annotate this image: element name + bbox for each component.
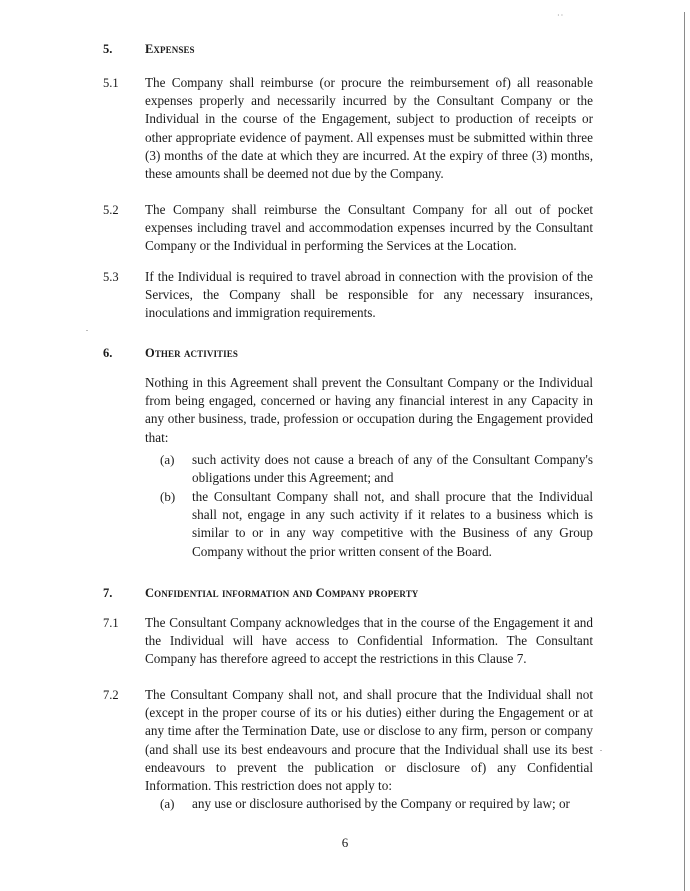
item-text: any use or disclosure authorised by the Company or required by law; or [192, 796, 570, 811]
clause-5-1 [103, 74, 593, 183]
clause-text: If the Individual is required to travel abroad in connection with the provision of the Services, the Company shall be responsible for any necessary insurances, inoculations and immigration requirements. [145, 269, 593, 321]
clause-5-3 [103, 268, 593, 323]
section-6-item-a [160, 451, 593, 487]
scan-speck [600, 750, 602, 751]
item-label: (a) [160, 452, 175, 467]
clause-7-2 [103, 686, 593, 795]
page-number: 6 [341, 835, 349, 850]
section-number: 5. [103, 42, 113, 56]
clause-number: 5.2 [103, 203, 119, 217]
clause-number: 7.2 [103, 688, 119, 702]
scan-dots: ·· [557, 11, 565, 20]
clause-text: The Company shall reimburse (or procure the reimbursement of) all reasonable expenses properly and necessarily incurred by the Consultant Company or the Individual in the course of the Engagement, subject to production of receipts or other appropriate evidence of payment. All expenses must be submitted within three (3) months of the date at which they are incurred. At the expiry of three (3) months, these amounts shall be deemed not due by the Company. [145, 75, 593, 182]
scan-edge-line [684, 12, 685, 891]
clause-number: 5.3 [103, 270, 119, 284]
section-number: 7. [103, 586, 113, 600]
section-title: Other activities [145, 346, 238, 360]
clause-number: 5.1 [103, 76, 119, 90]
clause-7-1 [103, 614, 593, 669]
item-label: (b) [160, 489, 176, 504]
section-6-item-b [160, 488, 593, 561]
clause-text: The Consultant Company shall not, and shall procure that the Individual shall not (except in the proper course of its or his duties) either during the Engagement or at any time after the Termination Date, use or disclose to any firm, person or company (and shall use its best endeavours and procure that the Individual shall use its best endeavours to prevent the publication or disclosure of) any Confidential Information. This restriction does not apply to: [145, 687, 593, 794]
clause-text: The Company shall reimburse the Consultant Company for all out of pocket expenses including travel and accommodation expenses incurred by the Consultant Company or the Individual in performing the Services at the Location. [145, 202, 593, 254]
clause-number: 7.1 [103, 616, 119, 630]
section-title: Expenses [145, 42, 195, 56]
clause-5-2 [103, 201, 593, 256]
item-label: (a) [160, 796, 175, 811]
item-text: such activity does not cause a breach of any of the Consultant Company's obligations under this Agreement; and [192, 452, 593, 486]
item-text: the Consultant Company shall not, and shall procure that the Individual shall not, engage in any such activity if it relates to a business which is similar to or in any way competitive with the Business of any Group Company without the prior written consent of the Board. [192, 489, 593, 559]
clause-text: The Consultant Company acknowledges that in the course of the Engagement it and the Individual will have access to Confidential Information. The Consultant Company has therefore agreed to accept the restrictions in this Clause 7. [145, 615, 593, 667]
intro-text: Nothing in this Agreement shall prevent the Consultant Company or the Individual from being engaged, concerned or having any financial interest in any Capacity in any other business, trade, profession or occupation during the Engagement provided that: [145, 375, 593, 445]
scan-speck [86, 330, 88, 331]
section-title: Confidential information and Company property [145, 586, 419, 600]
section-6-intro [103, 374, 593, 447]
clause-7-2-item-a [160, 795, 593, 813]
section-number: 6. [103, 346, 113, 360]
